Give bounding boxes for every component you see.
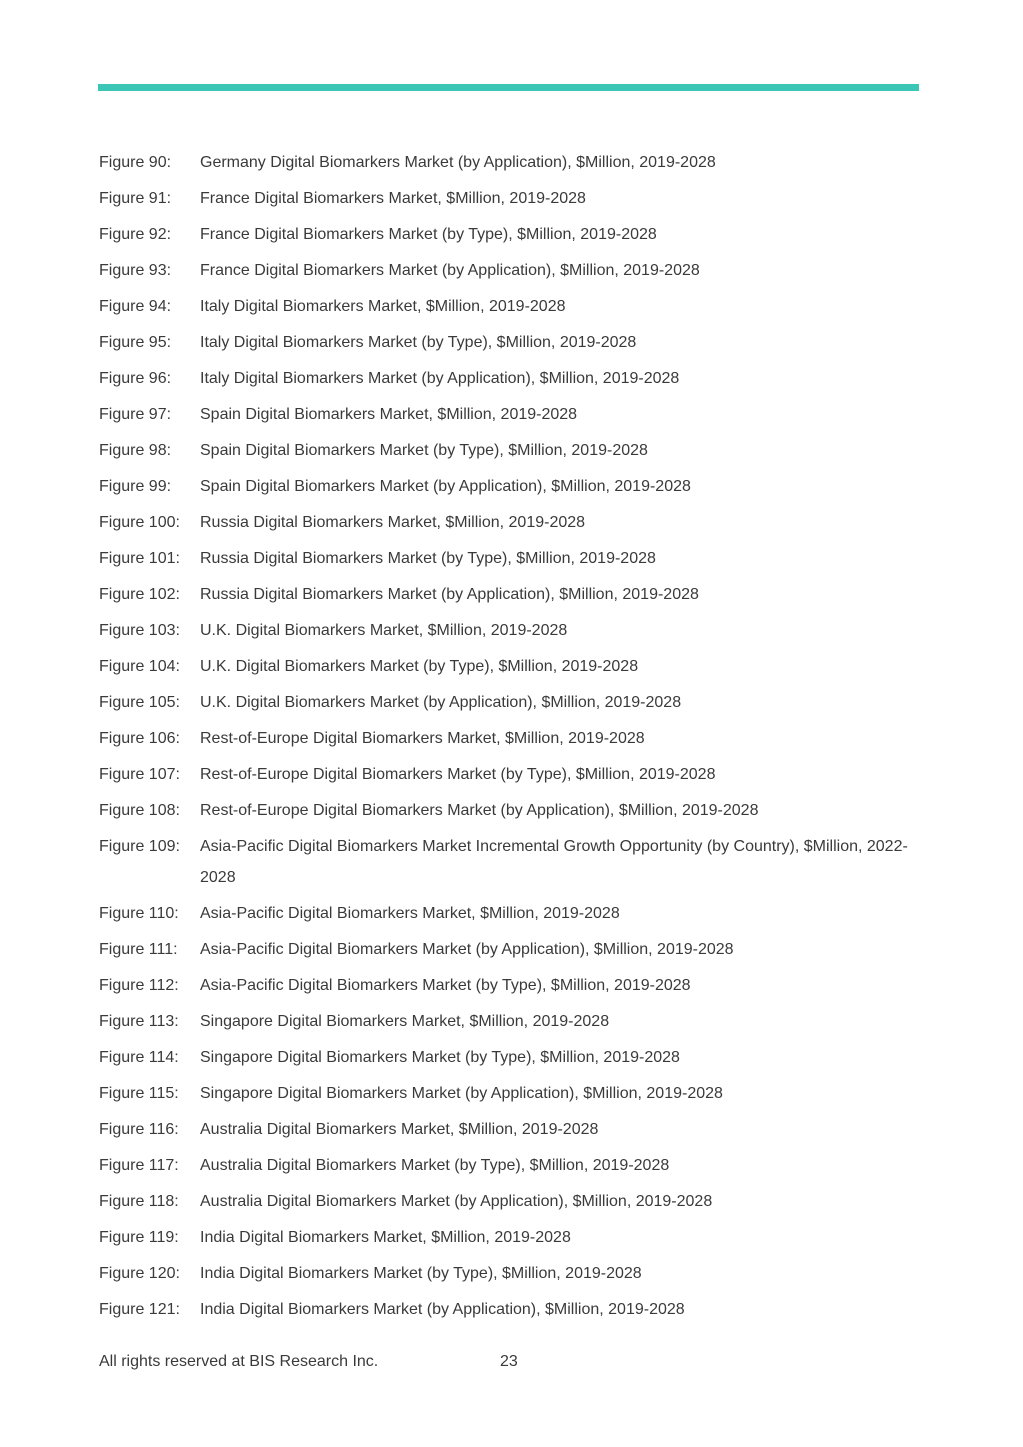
figure-entry: [99, 147, 919, 178]
figure-title: Australia Digital Biomarkers Market (by Application), $Million, 2019-2028: [200, 1193, 713, 1210]
figure-title: Spain Digital Biomarkers Market, $Million, 2019-2028: [200, 406, 578, 423]
figure-entry: [99, 1078, 919, 1109]
figure-entry: [99, 1150, 919, 1181]
figure-title: Australia Digital Biomarkers Market (by Type), $Million, 2019-2028: [200, 1157, 670, 1174]
figure-title: Asia-Pacific Digital Biomarkers Market (by Application), $Million, 2019-2028: [200, 941, 734, 958]
figure-label: Figure 109:: [99, 838, 180, 855]
figure-entry: [99, 1294, 919, 1325]
figure-title: India Digital Biomarkers Market (by Type), $Million, 2019-2028: [200, 1265, 642, 1282]
figure-label: Figure 95:: [99, 334, 172, 351]
figure-label: Figure 112:: [99, 977, 179, 994]
figure-entry: [99, 687, 919, 718]
figure-title: Russia Digital Biomarkers Market (by Application), $Million, 2019-2028: [200, 586, 699, 603]
figure-title: Rest-of-Europe Digital Biomarkers Market (by Application), $Million, 2019-2028: [200, 802, 759, 819]
figure-title: Asia-Pacific Digital Biomarkers Market, $Million, 2019-2028: [200, 905, 620, 922]
figure-title: Italy Digital Biomarkers Market (by Type), $Million, 2019-2028: [200, 334, 637, 351]
figure-entry: [99, 795, 919, 826]
figure-title: Singapore Digital Biomarkers Market (by Application), $Million, 2019-2028: [200, 1085, 723, 1102]
figure-title: Russia Digital Biomarkers Market, $Million, 2019-2028: [200, 514, 586, 531]
figure-entry: [99, 651, 919, 682]
footer-copyright: All rights reserved at BIS Research Inc.: [99, 1353, 379, 1370]
page-number: 23: [500, 1353, 518, 1370]
figure-title: U.K. Digital Biomarkers Market, $Million, 2019-2028: [200, 622, 568, 639]
figure-label: Figure 99:: [99, 478, 172, 495]
figure-entry: [99, 435, 919, 466]
figure-label: Figure 104:: [99, 658, 180, 675]
figure-label: Figure 96:: [99, 370, 172, 387]
figure-title: India Digital Biomarkers Market (by Application), $Million, 2019-2028: [200, 1301, 685, 1318]
figure-title: U.K. Digital Biomarkers Market (by Application), $Million, 2019-2028: [200, 694, 682, 711]
figure-entry: [99, 291, 919, 322]
figure-entry: [99, 579, 919, 610]
figure-entry: [99, 1186, 919, 1217]
figure-entry: [99, 723, 919, 754]
figure-title: Rest-of-Europe Digital Biomarkers Market, $Million, 2019-2028: [200, 730, 645, 747]
figure-entry: [99, 507, 919, 538]
figure-label: Figure 116:: [99, 1121, 179, 1138]
figure-label: Figure 106:: [99, 730, 180, 747]
figure-label: Figure 90:: [99, 154, 172, 171]
figure-entry: [99, 363, 919, 394]
figure-entry: [99, 831, 919, 893]
figure-label: Figure 115:: [99, 1085, 179, 1102]
figure-entry: [99, 934, 919, 965]
figure-label: Figure 103:: [99, 622, 180, 639]
figure-label: Figure 110:: [99, 905, 179, 922]
figure-title: Australia Digital Biomarkers Market, $Million, 2019-2028: [200, 1121, 599, 1138]
header-accent-rule: [98, 84, 919, 91]
figure-entry: [99, 615, 919, 646]
figure-entry: [99, 183, 919, 214]
figure-label: Figure 118:: [99, 1193, 179, 1210]
figure-title: Singapore Digital Biomarkers Market, $Million, 2019-2028: [200, 1013, 610, 1030]
figure-label: Figure 98:: [99, 442, 172, 459]
figure-title: France Digital Biomarkers Market (by Type), $Million, 2019-2028: [200, 226, 657, 243]
figure-title: Singapore Digital Biomarkers Market (by Type), $Million, 2019-2028: [200, 1049, 680, 1066]
figure-entry: [99, 1258, 919, 1289]
figure-title: Spain Digital Biomarkers Market (by Type), $Million, 2019-2028: [200, 442, 648, 459]
figure-label: Figure 101:: [99, 550, 180, 567]
figure-label: Figure 111:: [99, 941, 178, 958]
figure-entry: [99, 399, 919, 430]
figure-label: Figure 97:: [99, 406, 172, 423]
figure-entry: [99, 970, 919, 1001]
figure-label: Figure 94:: [99, 298, 172, 315]
figure-label: Figure 93:: [99, 262, 172, 279]
figure-entry: [99, 898, 919, 929]
figure-title: India Digital Biomarkers Market, $Million, 2019-2028: [200, 1229, 571, 1246]
figure-entry: [99, 471, 919, 502]
figure-label: Figure 105:: [99, 694, 180, 711]
figure-label: Figure 102:: [99, 586, 180, 603]
figure-entry: [99, 1006, 919, 1037]
figure-label: Figure 100:: [99, 514, 180, 531]
figure-entry: [99, 1222, 919, 1253]
figure-title: Spain Digital Biomarkers Market (by Application), $Million, 2019-2028: [200, 478, 691, 495]
figure-label: Figure 121:: [99, 1301, 180, 1318]
figure-entry: [99, 1042, 919, 1073]
figure-title: Italy Digital Biomarkers Market, $Million, 2019-2028: [200, 298, 566, 315]
figure-title: Germany Digital Biomarkers Market (by Application), $Million, 2019-2028: [200, 154, 716, 171]
figure-label: Figure 120:: [99, 1265, 180, 1282]
figure-label: Figure 107:: [99, 766, 180, 783]
figure-entry: [99, 327, 919, 358]
figure-title: Rest-of-Europe Digital Biomarkers Market (by Type), $Million, 2019-2028: [200, 766, 716, 783]
figure-title: Asia-Pacific Digital Biomarkers Market (by Type), $Million, 2019-2028: [200, 977, 691, 994]
figure-title: France Digital Biomarkers Market (by Application), $Million, 2019-2028: [200, 262, 700, 279]
figure-entry: [99, 1114, 919, 1145]
list-of-figures: [99, 147, 919, 1330]
figure-title: Italy Digital Biomarkers Market (by Application), $Million, 2019-2028: [200, 370, 680, 387]
figure-entry: [99, 543, 919, 574]
figure-entry: [99, 255, 919, 286]
figure-title: Asia-Pacific Digital Biomarkers Market Incremental Growth Opportunity (by Country), $Million, 2022-2028: [200, 838, 908, 886]
figure-entry: [99, 759, 919, 790]
figure-label: Figure 92:: [99, 226, 172, 243]
figure-label: Figure 117:: [99, 1157, 179, 1174]
figure-entry: [99, 219, 919, 250]
figure-label: Figure 113:: [99, 1013, 179, 1030]
figure-label: Figure 91:: [99, 190, 172, 207]
figure-label: Figure 108:: [99, 802, 180, 819]
figure-label: Figure 119:: [99, 1229, 179, 1246]
figure-title: France Digital Biomarkers Market, $Million, 2019-2028: [200, 190, 586, 207]
figure-title: Russia Digital Biomarkers Market (by Type), $Million, 2019-2028: [200, 550, 656, 567]
figure-label: Figure 114:: [99, 1049, 179, 1066]
figure-title: U.K. Digital Biomarkers Market (by Type), $Million, 2019-2028: [200, 658, 639, 675]
